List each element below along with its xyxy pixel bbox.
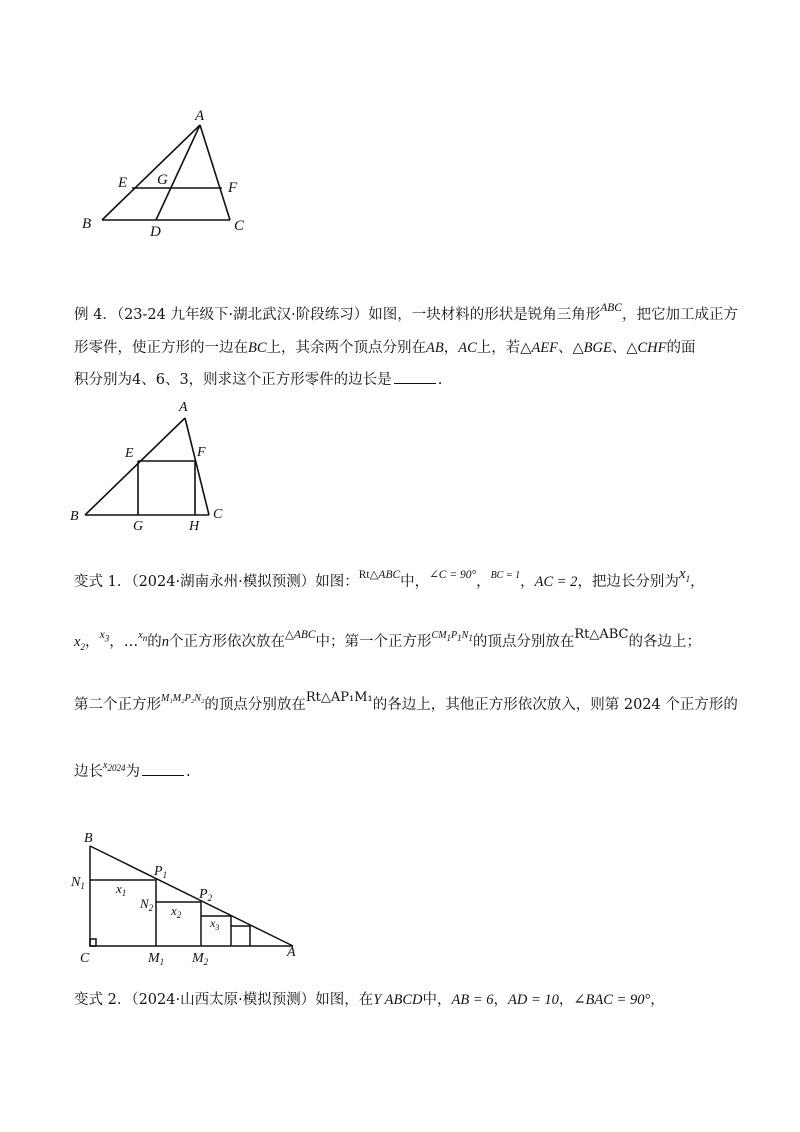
label-x2: $x_2$ [171, 903, 182, 920]
label-x1: $x_1$ [116, 881, 127, 898]
example-4-line-3: 积分别为4、6、3，则求这个正方形零件的边长是 . [74, 372, 443, 388]
label-p1: $P_1$ [154, 864, 168, 880]
variant-2-line-1: 变式 2．（2024·山西太原·模拟预测）如图，在Y ABCD中，AB = 6，AD = 10，∠BAC = 90°， [74, 992, 665, 1008]
label-b: B [84, 831, 93, 846]
label-e: E [118, 175, 128, 191]
figure-3-nested-squares [68, 826, 308, 966]
label-x3: $x_3$ [210, 916, 220, 932]
label-c: C [213, 507, 223, 522]
label-f: F [197, 445, 206, 460]
label-c: C [80, 951, 90, 966]
figure-1-triangle-abc [70, 100, 270, 240]
label-m2: $M_2$ [192, 951, 209, 966]
variant-1-line-3: 第二个正方形$^{M_1M_2P_2N_2}$的顶点分别放在Rt△AP₁M₁的各边上，其他正方形依次放入，则第 2024 个正方形的 [74, 690, 738, 713]
figure-2-square-in-triangle [68, 398, 238, 533]
label-a: A [287, 945, 296, 960]
variant-1-line-2: $x_2$，$^{x_3}$，…$^{x_n}$的n个正方形依次放在$^{\triangle ABC}$中；第一个正方形$^{CM_1P_1N_1}$的顶点分别放在Rt△ABC的各边上； [74, 627, 701, 652]
label-b: B [82, 216, 92, 232]
label-b: B [70, 509, 79, 524]
variant-1-line-4: 边长$^{x_{2024}}$为 . [74, 760, 191, 780]
label-n1: $N_1$ [71, 875, 85, 891]
label-h: H [189, 519, 200, 533]
example-4-line-2: 形零件，使正方形的一边在BC上，其余两个顶点分别在AB，AC上，若△AEF、△BGE、△CHF的面 [74, 340, 696, 356]
label-g: G [157, 172, 168, 188]
answer-blank [394, 370, 436, 384]
label-d: D [150, 224, 161, 240]
label-c: C [234, 218, 245, 234]
label-p2: $P_2$ [199, 887, 213, 903]
variant-1-line-1: 变式 1．（2024·湖南永州·模拟预测）如图：$^{Rt\triangle ABC}$中，$^{\angle C = 90^\circ}$，$^{BC = 1}$，AC = 2，把边长分别为$x_1$， [74, 566, 705, 590]
answer-blank [142, 762, 184, 776]
label-a: A [179, 400, 188, 415]
label-f: F [228, 180, 238, 196]
label-n2: $N_2$ [140, 896, 154, 913]
label-a: A [195, 108, 205, 124]
label-m1: $M_1$ [148, 951, 165, 966]
example-4-line-1: 例 4．（23-24 九年级下·湖北武汉·阶段练习）如图，一块材料的形状是锐角三角形$^{ABC}$，把它加工成正方 [74, 302, 738, 323]
label-g: G [133, 519, 144, 533]
label-e: E [125, 446, 134, 461]
